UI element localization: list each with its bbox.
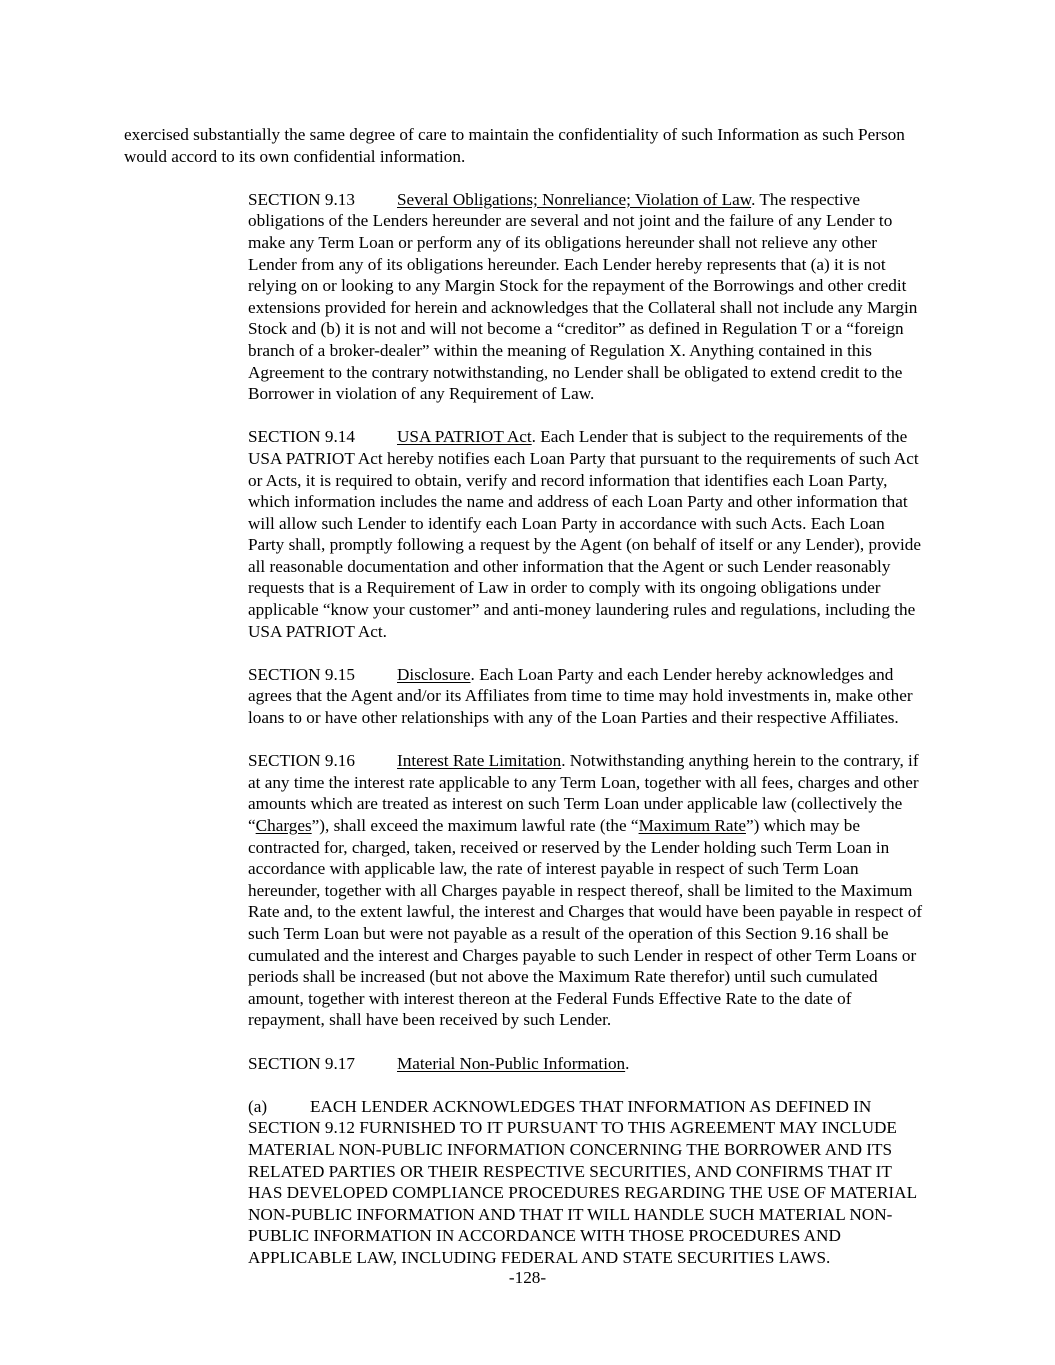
section-heading: Material Non-Public Information [397,1053,626,1073]
section-9-14 [124,426,924,642]
subparagraph-text: EACH LENDER ACKNOWLEDGES THAT INFORMATION AS DEFINED IN SECTION 9.12 FURNISHED TO IT PURSUANT TO THIS AGREEMENT MAY INCLUDE MATERIAL NON-PUBLIC INFORMATION CONCERNING THE BORROWER AND ITS RELATED PARTIES OR THEIR RESPECTIVE SECURITIES, AND CONFIRMS THAT IT HAS DEVELOPED COMPLIANCE PROCEDURES REGARDING THE USE OF MATERIAL NON-PUBLIC INFORMATION AND THAT IT WILL HANDLE SUCH MATERIAL NON-PUBLIC INFORMATION IN ACCORDANCE WITH THOSE PROCEDURES AND APPLICABLE LAW, INCLUDING FEDERAL AND STATE SECURITIES LAWS. [248,1096,917,1267]
subparagraph-a [124,1096,924,1269]
section-heading: Several Obligations; Nonreliance; Violation of Law [397,189,752,209]
section-body: ”) which may be contracted for, charged, taken, received or reserved by the Lender holding such Term Loan in accordance with applicable law, the rate of interest payable in respect of such Term Loan hereunder, together with all Charges payable in respect thereof, shall be limited to the Maximum Rate and, to the extent lawful, the interest and Charges that would have been payable in respect of such Term Loan but were not payable as a result of the operation of this Section 9.16 shall be cumulated and the interest and Charges payable to such Lender in respect of other Term Loans or periods shall be increased (but not above the Maximum Rate therefor) until such cumulated amount, together with interest thereon at the Federal Funds Effective Rate to the date of repayment, shall have been received by such Lender. [248,816,923,1030]
section-body: . Notwithstanding anything herein to the contrary, if at any time the interest rate applicable to any Term Loan, together with all fees, charges and other amounts which are treated as interest on such Term Loan under applicable law (collectively the “ [248,751,919,835]
document-page [124,124,924,1268]
section-9-15 [124,664,924,729]
section-heading: Interest Rate Limitation [397,751,562,771]
section-number: SECTION 9.14 [248,427,355,447]
subparagraph-label: (a) [248,1096,268,1116]
section-number: SECTION 9.16 [248,751,355,771]
defined-term-maximum-rate: Maximum Rate [638,816,746,835]
section-9-17 [124,1053,924,1075]
section-number: SECTION 9.17 [248,1053,355,1073]
section-9-13 [124,189,924,405]
section-body: . The respective obligations of the Lenders hereunder are several and not joint and the failure of any Lender to make any Term Loan or perform any of its obligations hereunder shall not relieve any other Lender from any of its obligations hereunder. Each Lender hereby represents that (a) it is not relying on or looking to any Margin Stock for the repayment of the Borrowings and other credit extensions provided for herein and acknowledges that the Collateral shall not include any Margin Stock and (b) it is not and will not become a “creditor” as defined in Regulation T or a “foreign branch of a broker-dealer” within the meaning of Regulation X. Anything contained in this Agreement to the contrary notwithstanding, no Lender shall be obligated to extend credit to the Borrower in violation of any Requirement of Law. [248,189,918,404]
section-body: ”), shall exceed the maximum lawful rate (the “ [311,816,639,835]
section-heading: USA PATRIOT Act [397,427,532,447]
section-number: SECTION 9.13 [248,189,355,209]
section-number: SECTION 9.15 [248,664,355,684]
section-9-16 [124,750,924,1031]
section-heading: Disclosure [397,664,471,684]
defined-term-charges: Charges [255,816,312,835]
section-body: . Each Loan Party and each Lender hereby acknowledges and agrees that the Agent and/or its Affiliates from time to time may hold investments in, make other loans to or have other relationships with any of the Loan Parties and their respective Affiliates. [248,664,913,728]
section-body: . [625,1053,630,1073]
page-number: -128- [508,1268,547,1287]
section-body: . Each Lender that is subject to the requirements of the USA PATRIOT Act hereby notifies each Loan Party that pursuant to the requirements of such Act or Acts, it is required to obtain, verify and record information that identifies each Loan Party, which information includes the name and address of each Loan Party and other information that will allow such Lender to identify each Loan Party in accordance with such Acts. Each Loan Party shall, promptly following a request by the Agent (on behalf of itself or any Lender), provide all reasonable documentation and other information that the Agent or such Lender reasonably requests that is a Requirement of Law in order to comply with its ongoing obligations under applicable “know your customer” and anti-money laundering rules and regulations, including the USA PATRIOT Act. [248,427,922,641]
continuation-paragraph: exercised substantially the same degree of care to maintain the confidentiality of such Information as such Person would accord to its own confidential information. [124,125,905,166]
